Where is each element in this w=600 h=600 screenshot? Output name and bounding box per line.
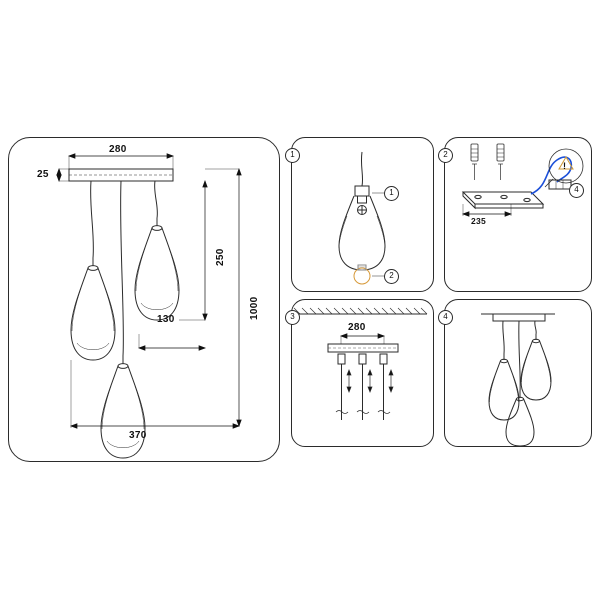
- callout-warning-detail: 4: [569, 183, 584, 198]
- step-2-ceiling-plate-wiring: [444, 137, 592, 292]
- svg-text:!: !: [563, 161, 566, 171]
- main-drawing-vectors: [9, 138, 279, 461]
- main-assembly-drawing: [8, 137, 280, 462]
- dim-overall-width: 370: [129, 430, 147, 441]
- step-4-vectors: [445, 300, 591, 446]
- dim-shade-drop-mid: 250: [215, 248, 226, 266]
- badge-step-4: 4: [438, 310, 453, 325]
- badge-step-1: 1: [285, 148, 300, 163]
- step-1-vectors: [292, 138, 433, 291]
- badge-step-3: 3: [285, 310, 300, 325]
- step-2-vectors: [445, 138, 591, 291]
- callout-bulb: 2: [384, 269, 399, 284]
- badge-step-2: 2: [438, 148, 453, 163]
- callout-socket: 1: [384, 186, 399, 201]
- dim-plate-width: 235: [471, 216, 487, 226]
- dim-canopy-height: 25: [37, 169, 49, 180]
- step-4-finished-assembly: [444, 299, 592, 447]
- dim-mount-spacing: 280: [348, 322, 366, 333]
- step-1-bulb-mounting: [291, 137, 434, 292]
- dim-shade-offset: 130: [157, 314, 175, 325]
- dim-canopy-width: 280: [109, 144, 127, 155]
- step-3-cable-length-adjust: [291, 299, 434, 447]
- dim-total-drop: 1000: [249, 296, 260, 320]
